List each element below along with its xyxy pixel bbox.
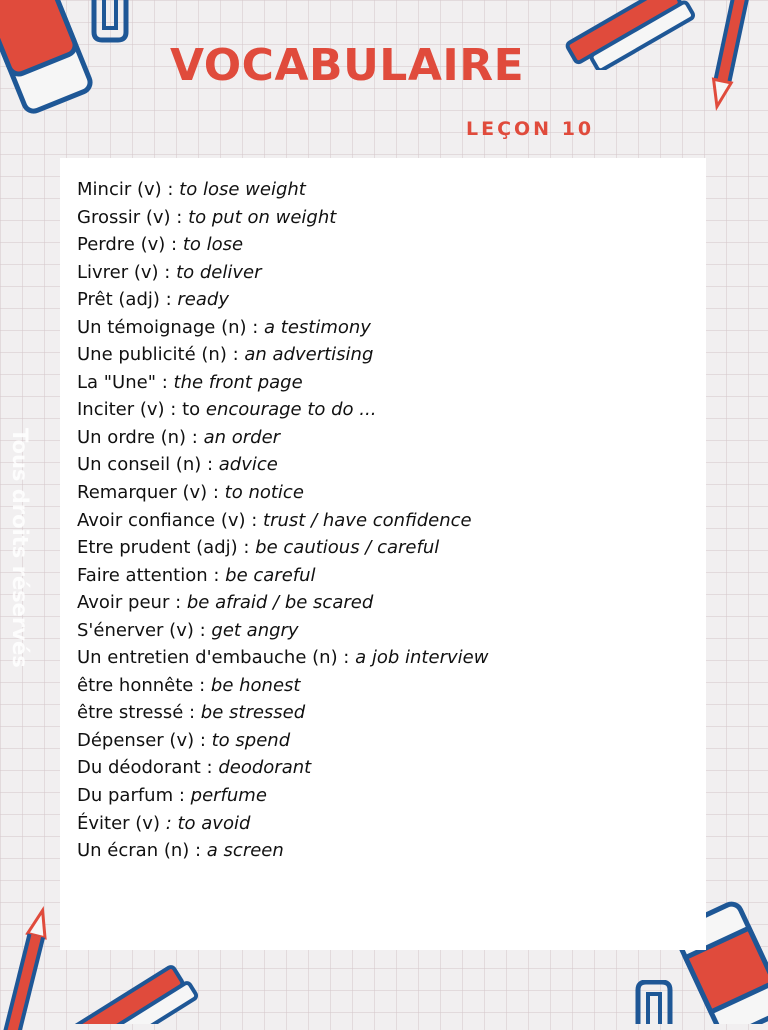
vocab-english: be honest (210, 674, 301, 696)
vocab-item (77, 451, 488, 479)
vocab-item (77, 699, 488, 727)
pencil-icon (0, 905, 60, 1030)
vocab-english: to notice (224, 482, 304, 504)
vocab-english: be stressed (200, 702, 306, 724)
vocab-item (77, 617, 488, 645)
vocab-item (77, 176, 488, 204)
vocab-english: to deliver (176, 261, 262, 283)
vocab-item (77, 286, 488, 314)
vocab-english: a testimony (264, 316, 371, 338)
vocab-item (77, 562, 488, 590)
vocab-item (77, 259, 488, 287)
vocab-english: to spend (211, 729, 291, 751)
vocab-item (77, 672, 488, 700)
vocab-item (77, 589, 488, 617)
vocab-item (77, 644, 488, 672)
lesson-label: LEÇON 10 (466, 118, 595, 140)
vocab-english: trust / have confidence (263, 509, 472, 531)
vocab-english: be careful (225, 564, 316, 586)
vocab-french: Mincir (v) : (77, 179, 180, 200)
vocab-french: Un écran (n) : (77, 840, 207, 862)
vocab-english: a job interview (355, 647, 489, 669)
vocab-english: : to avoid (165, 812, 251, 834)
vocab-french: Un conseil (n) : (77, 454, 219, 476)
vocab-item (77, 314, 488, 342)
watermark: Tous droits réservés (8, 428, 32, 668)
vocab-french: Avoir peur : (77, 592, 187, 614)
vocab-english: be cautious / careful (255, 537, 440, 559)
vocabulary-card (60, 158, 706, 950)
vocab-french: Perdre (v) : (77, 234, 183, 256)
vocab-french: Livrer (v) : (77, 261, 177, 283)
vocab-item (77, 534, 488, 562)
vocab-english: a screen (206, 840, 284, 862)
vocab-english: the front page (173, 371, 303, 393)
vocab-english: to lose weight (179, 179, 306, 200)
vocab-english: be afraid / be scared (186, 592, 374, 614)
vocab-french: Du déodorant : (77, 757, 219, 779)
pencil-icon (700, 0, 760, 115)
books-icon (60, 950, 210, 1024)
vocab-french: La "Une" : (77, 371, 174, 393)
vocab-french: Un témoignage (n) : (77, 316, 265, 338)
vocab-french: Grossir (v) : (77, 206, 189, 228)
vocab-french: Un ordre (n) : (77, 426, 204, 448)
vocab-french: Inciter (v) : to (77, 399, 206, 421)
vocab-french: Prêt (adj) : (77, 289, 178, 311)
vocab-english: get angry (211, 619, 299, 641)
vocab-item (77, 754, 488, 782)
vocab-french: être honnête : (77, 674, 211, 696)
vocab-english: to put on weight (188, 206, 337, 228)
books-icon (560, 0, 700, 70)
vocab-french: Éviter (v) (77, 812, 166, 834)
vocab-item (77, 507, 488, 535)
paperclip-icon (84, 0, 134, 45)
vocab-french: Du parfum : (77, 785, 191, 807)
vocab-french: Etre prudent (adj) : (77, 537, 256, 559)
vocab-item (77, 231, 488, 259)
vocab-english: an advertising (244, 344, 374, 366)
vocab-item (77, 396, 488, 424)
vocab-french: Avoir confiance (v) : (77, 509, 264, 531)
vocab-french: Faire attention : (77, 564, 226, 586)
vocab-french: Remarquer (v) : (77, 482, 225, 504)
vocab-item (77, 782, 488, 810)
vocab-item (77, 727, 488, 755)
vocab-french: S'énerver (v) : (77, 619, 212, 641)
vocab-english: deodorant (218, 757, 312, 779)
vocab-french: Une publicité (n) : (77, 344, 245, 366)
vocab-english: perfume (190, 785, 267, 807)
vocab-french: Un entretien d'embauche (n) : (77, 647, 356, 669)
vocab-item (77, 424, 488, 452)
vocab-english: an order (203, 426, 281, 448)
vocab-french: Dépenser (v) : (77, 729, 212, 751)
vocab-item (77, 837, 488, 865)
vocab-french: être stressé : (77, 702, 201, 724)
vocab-item (77, 369, 488, 397)
vocab-item (77, 341, 488, 369)
vocab-item (77, 810, 488, 838)
vocab-english: to lose (182, 234, 244, 256)
vocab-english: ready (177, 289, 229, 311)
page-title: VOCABULAIRE (170, 40, 525, 91)
vocab-item (77, 479, 488, 507)
vocabulary-list (77, 176, 488, 865)
vocab-english: advice (218, 454, 278, 476)
vocab-item (77, 204, 488, 232)
vocab-english: encourage to do ... (205, 399, 377, 421)
